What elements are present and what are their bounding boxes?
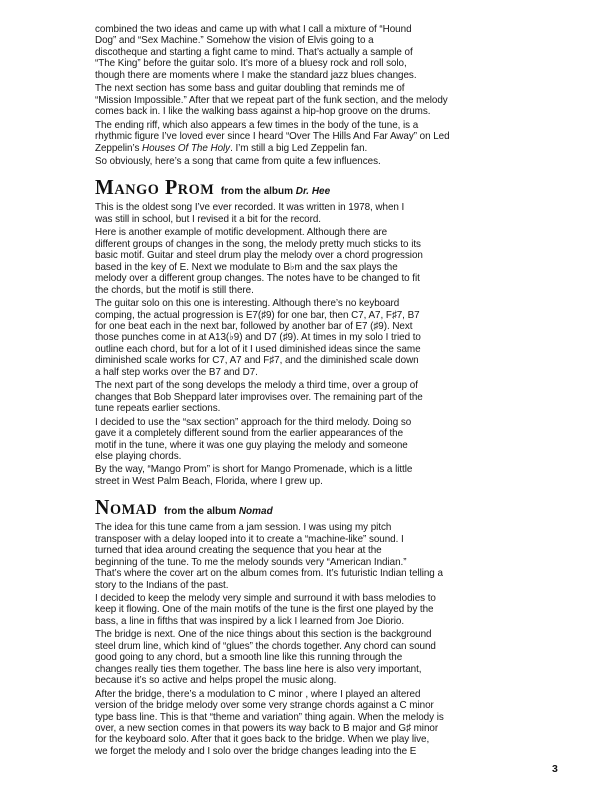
italic-text: Houses Of The Holy	[142, 142, 231, 154]
page-content	[95, 24, 509, 759]
text-line: because it’s so active and helps propel the music along.	[95, 675, 337, 687]
text-line: turned that idea around creating the sequence that you hear at the	[95, 545, 382, 557]
paragraph	[95, 629, 509, 686]
text-line: good going to any chord, but a smooth line like this running through the	[95, 652, 403, 664]
song-heading	[95, 175, 509, 200]
text-line: beginning of the tune. To me the melody sounds very “American Indian.”	[95, 556, 407, 568]
album-credit-prefix: from the album	[164, 505, 239, 518]
text-line: basic motif. Guitar and steel drum play the melody over a chord progression	[95, 250, 423, 262]
song-title: Mango Prom	[95, 175, 215, 200]
paragraph	[95, 417, 509, 463]
text-line: combined the two ideas and came up with what I call a mixture of “Hound	[95, 24, 412, 35]
paragraph	[95, 83, 509, 117]
text-line: a half step works over the B7 and D7.	[95, 366, 258, 378]
text-line: By the way, “Mango Prom” is short for Mango Promenade, which is a little	[95, 464, 413, 476]
paragraph	[95, 464, 509, 487]
text-line: Dog” and “Sex Machine.” Somehow the vision of Elvis going to a	[95, 35, 374, 47]
text-line: outline each chord, but for a lot of it I used diminished ideas since the same	[95, 343, 421, 355]
text-line: rhythmic figure I’ve loved ever since I heard “Over The Hills And Far Away” on Led	[95, 131, 450, 143]
text-line: Here is another example of motific development. Although there are	[95, 227, 388, 239]
text-line: else playing chords.	[95, 450, 182, 462]
text-line: The idea for this tune came from a jam session. I was using my pitch	[95, 522, 392, 534]
text-line: After the bridge, there’s a modulation to C minor , where I played an altered	[95, 688, 421, 700]
page-number: 3	[552, 763, 558, 775]
text-line: tune repeats earlier sections.	[95, 403, 221, 415]
song-heading	[95, 495, 509, 520]
text-line: for the keyboard solo. After that it goes back to the bridge. When we play live,	[95, 734, 430, 746]
text-line: was still in school, but I revised it a bit for the record.	[95, 213, 321, 225]
text-line: steel drum line, which kind of “glues” the chords together. Any chord can sound	[95, 640, 436, 652]
text-line: So obviously, here’s a song that came from quite a few influences.	[95, 155, 381, 167]
text-segment: Zeppelin’s	[95, 142, 143, 154]
paragraph	[95, 298, 509, 378]
text-line: gave it a completely different sound from the earlier appearances of the	[95, 428, 404, 440]
text-line: The next part of the song develops the melody a third time, over a group of	[95, 380, 418, 392]
text-line: comping, the actual progression is E7(♯9) for one bar, then C7, A7, F♯7, B7	[95, 309, 420, 321]
text-line: over, a new section comes in that powers its way back to B major and G♯ minor	[95, 723, 439, 735]
text-line: bass, a line in fifths that was inspired by a lick I learned from Joe Diorio.	[95, 615, 405, 627]
text-line: This is the oldest song I’ve ever recorded. It was written in 1978, when I	[95, 202, 405, 214]
text-line: That’s where the cover art on the album comes from. It’s futuristic Indian telling a	[95, 568, 443, 580]
text-line: The bridge is next. One of the nice things about this section is the background	[95, 629, 432, 641]
text-line: keep it flowing. One of the main motifs of the tune is the first one played by the	[95, 604, 434, 616]
paragraph	[95, 593, 509, 627]
paragraph	[95, 156, 509, 167]
text-line: street in West Palm Beach, Florida, where I grew up.	[95, 475, 323, 487]
paragraph	[95, 202, 509, 225]
text-line: those punches come in at A13(♭9) and D7 (♯9). At times in my solo I tried to	[95, 332, 421, 344]
album-name: Nomad	[238, 505, 273, 518]
album-credit-prefix: from the album	[220, 185, 296, 198]
text-line: “The King” before the guitar solo. It’s more of a bluesy rock and roll solo,	[95, 58, 407, 70]
text-line: though there are moments where I make the standard jazz blues changes.	[95, 69, 417, 81]
text-line: for one beat each in the next bar, followed by another bar of E7 (♯9). Next	[95, 320, 413, 332]
text-line: comes back in. I like the walking bass against a hip-hop groove on the drums.	[95, 106, 431, 118]
text-line: different groups of changes in the song, the melody pretty much sticks to its	[95, 238, 421, 250]
text-line: changes really ties them together. The bass line here is also very important,	[95, 663, 422, 675]
paragraph	[95, 380, 509, 414]
text-line: The next section has some bass and guitar doubling that reminds me of	[95, 83, 405, 95]
text-line: version of the bridge melody over some very strange chords against a C minor	[95, 700, 434, 712]
text-line: story to the Indians of the past.	[95, 579, 229, 591]
text-line: diminished scale works for C7, A7 and F♯7, and the diminished scale down	[95, 355, 419, 367]
text-segment: . I’m still a big Led Zeppelin fan.	[230, 142, 368, 154]
paragraph	[95, 120, 509, 154]
text-line: we forget the melody and I solo over the bridge changes leading into the E	[95, 745, 417, 757]
text-line: I decided to keep the melody very simple and surround it with bass melodies to	[95, 593, 436, 605]
paragraph	[95, 522, 509, 591]
text-line: changes that Bob Sheppard later improvises over. The remaining part of the	[95, 391, 423, 403]
text-line: The guitar solo on this one is interesting. Although there’s no keyboard	[95, 298, 400, 310]
text-line: discotheque and starting a fight came to mind. That’s actually a sample of	[95, 46, 413, 58]
paragraph	[95, 24, 509, 81]
song-title: Nomad	[95, 495, 158, 520]
text-line: based in the key of E. Next we modulate to B♭m and the sax plays the	[95, 261, 398, 273]
text-line: I decided to use the “sax section” approach for the third melody. Doing so	[95, 416, 412, 428]
text-line: melody over a different group changes. The notes have to be changed to fit	[95, 273, 420, 285]
text-line	[95, 143, 509, 154]
text-line: “Mission Impossible.” After that we repeat part of the funk section, and the melody	[95, 94, 448, 106]
text-line: transposer with a delay looped into it to create a “machine-like” sound. I	[95, 533, 404, 545]
text-line: the chords, but the motif is still there.	[95, 284, 254, 296]
text-line: motif in the tune, where it was one guy playing the melody and someone	[95, 439, 408, 451]
text-line: type bass line. This is that “theme and variation” thing again. When the melody is	[95, 711, 444, 723]
paragraph	[95, 227, 509, 296]
text-line: The ending riff, which also appears a few times in the body of the tune, is a	[95, 119, 419, 131]
album-name: Dr. Hee	[295, 185, 331, 198]
paragraph	[95, 689, 509, 758]
